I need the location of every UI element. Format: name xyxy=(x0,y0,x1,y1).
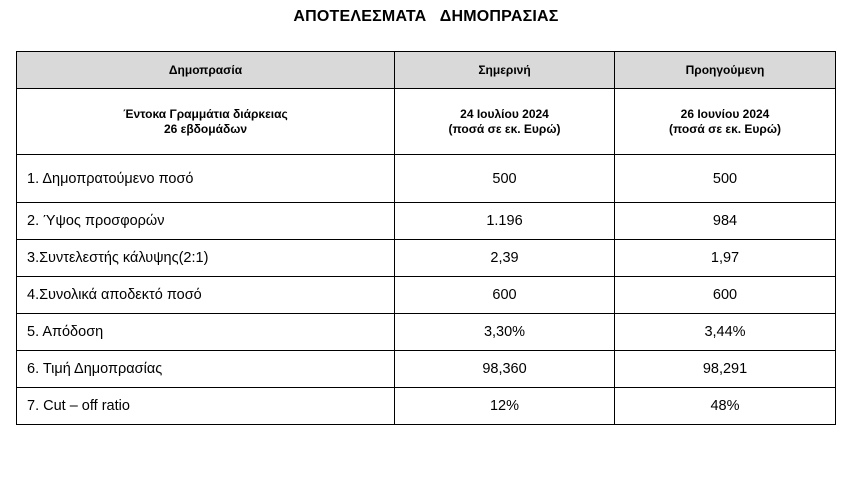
table-row xyxy=(17,155,836,203)
row-label: 6. Τιμή Δημοπρασίας xyxy=(17,351,395,388)
header-auction: Δημοπρασία xyxy=(17,52,395,89)
instrument-line-2: 26 εβδομάδων xyxy=(163,121,248,136)
row-current-value: 2,39 xyxy=(395,240,615,277)
row-previous-value: 98,291 xyxy=(615,351,836,388)
current-unit: (ποσά σε εκ. Ευρώ) xyxy=(448,121,561,136)
previous-unit: (ποσά σε εκ. Ευρώ) xyxy=(669,121,781,136)
row-previous-value: 3,44% xyxy=(615,314,836,351)
row-previous-value: 600 xyxy=(615,277,836,314)
row-current-value: 98,360 xyxy=(395,351,615,388)
table-row xyxy=(17,388,836,425)
table-subheader-row xyxy=(17,89,836,155)
row-previous-value: 500 xyxy=(615,155,836,203)
table-row xyxy=(17,314,836,351)
subheader-current xyxy=(395,89,615,155)
previous-date: 26 Ιουνίου 2024 xyxy=(680,106,770,121)
row-current-value: 500 xyxy=(395,155,615,203)
row-previous-value: 1,97 xyxy=(615,240,836,277)
row-label: 3.Συντελεστής κάλυψης(2:1) xyxy=(17,240,395,277)
table-row xyxy=(17,277,836,314)
instrument-line-1: Έντοκα Γραμμάτια διάρκειας xyxy=(123,106,288,121)
page-title: ΑΠΟΤΕΛΕΣΜΑΤΑ ΔΗΜΟΠΡΑΣΙΑΣ xyxy=(293,8,559,25)
row-current-value: 600 xyxy=(395,277,615,314)
row-label: 7. Cut – off ratio xyxy=(17,388,395,425)
row-previous-value: 984 xyxy=(615,203,836,240)
row-label: 2. Ύψος προσφορών xyxy=(17,203,395,240)
row-current-value: 3,30% xyxy=(395,314,615,351)
row-current-value: 1.196 xyxy=(395,203,615,240)
row-label: 1. Δημοπρατούμενο ποσό xyxy=(17,155,395,203)
header-previous: Προηγούμενη xyxy=(615,52,836,89)
row-label: 4.Συνολικά αποδεκτό ποσό xyxy=(17,277,395,314)
table-row xyxy=(17,240,836,277)
row-previous-value: 48% xyxy=(615,388,836,425)
subheader-instrument xyxy=(17,89,395,155)
table-row xyxy=(17,203,836,240)
subheader-previous xyxy=(615,89,836,155)
row-current-value: 12% xyxy=(395,388,615,425)
current-date: 24 Ιουλίου 2024 xyxy=(460,106,549,121)
table-row xyxy=(17,351,836,388)
row-label: 5. Απόδοση xyxy=(17,314,395,351)
auction-results-table xyxy=(16,51,836,425)
table-header-row xyxy=(17,52,836,89)
header-current: Σημερινή xyxy=(395,52,615,89)
